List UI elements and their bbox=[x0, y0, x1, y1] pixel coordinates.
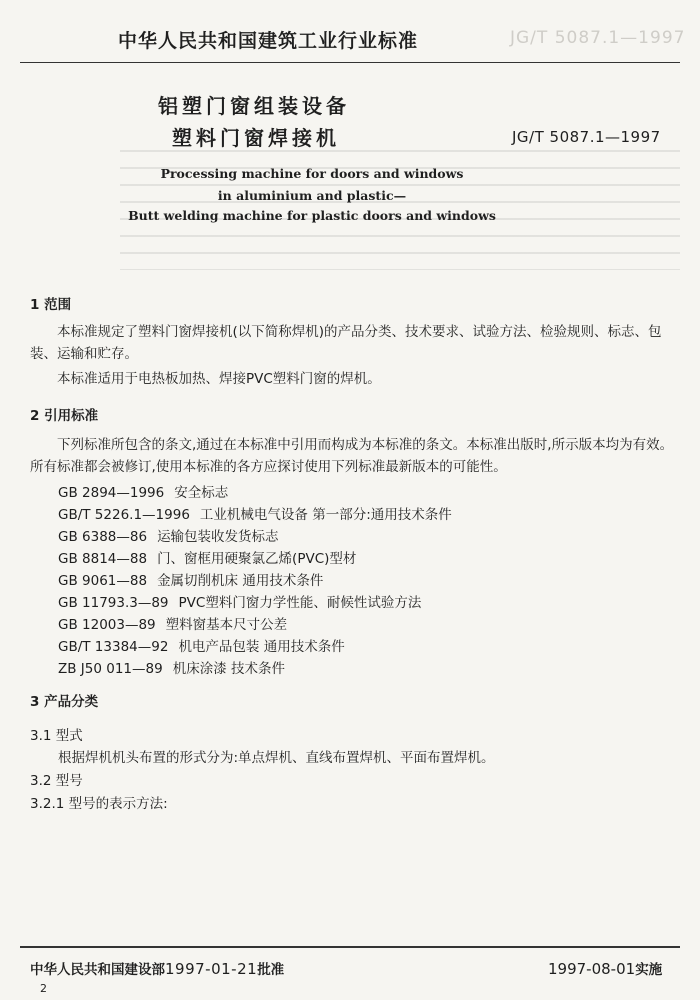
approval-suffix: 批准 bbox=[257, 962, 285, 978]
english-title-line-3: Butt welding machine for plastic doors and windows bbox=[128, 208, 496, 223]
reference-code: GB 8814—88 bbox=[58, 551, 148, 567]
subsection-3-1-text: 根据焊机机头布置的形式分为:单点焊机、直线布置焊机、平面布置焊机。 bbox=[58, 750, 495, 766]
reference-name: 门、窗框用硬聚氯乙烯(PVC)型材 bbox=[157, 551, 357, 567]
reference-code: GB/T 13384—92 bbox=[58, 639, 169, 655]
reference-name: 工业机械电气设备 第一部分:通用技术条件 bbox=[199, 507, 452, 523]
subsection-3-2-label: 3.2 型号 bbox=[30, 773, 83, 789]
section-1-paragraph-1: 本标准规定了塑料门窗焊接机(以下简称焊机)的产品分类、技术要求、试验方法、检验规则、标志、包装、运输和贮存。 bbox=[30, 324, 662, 362]
section-1-heading: 1 范围 bbox=[30, 297, 72, 313]
section-3-heading: 3 产品分类 bbox=[30, 694, 99, 710]
reference-item bbox=[58, 481, 228, 501]
title-line-2: 塑料门窗焊接机 bbox=[172, 126, 340, 150]
reference-name: PVC塑料门窗力学性能、耐候性试验方法 bbox=[178, 595, 422, 611]
reference-code: GB 2894—1996 bbox=[58, 485, 165, 501]
implementation-line bbox=[548, 958, 662, 978]
issuer-title: 中华人民共和国建筑工业行业标准 bbox=[118, 30, 419, 52]
subsection-3-1-label: 3.1 型式 bbox=[30, 728, 83, 744]
reference-item bbox=[58, 525, 279, 545]
implementation-date: 1997-08-01 bbox=[548, 960, 636, 978]
reference-item bbox=[58, 569, 323, 589]
section-2-heading: 2 引用标准 bbox=[30, 408, 99, 424]
page-number: 2 bbox=[40, 982, 47, 995]
footer-rule bbox=[20, 946, 680, 948]
reference-name: 运输包装收发货标志 bbox=[157, 529, 279, 545]
title-line-1: 铝塑门窗组装设备 bbox=[158, 94, 350, 118]
reference-code: ZB J50 011—89 bbox=[58, 661, 163, 677]
approval-date: 1997-01-21 bbox=[165, 960, 258, 978]
reference-code: GB/T 5226.1—1996 bbox=[58, 507, 190, 523]
reference-name: 金属切削机床 通用技术条件 bbox=[157, 573, 324, 589]
reference-item bbox=[58, 547, 356, 567]
subsection-3-2-1-label: 3.2.1 型号的表示方法: bbox=[30, 796, 168, 812]
reference-code: GB 6388—86 bbox=[58, 529, 148, 545]
implementation-suffix: 实施 bbox=[635, 962, 663, 978]
english-title-line-2: in aluminium and plastic— bbox=[217, 188, 407, 203]
standard-number: JG/T 5087.1—1997 bbox=[512, 128, 661, 146]
reference-name: 机床涂漆 技术条件 bbox=[172, 661, 285, 677]
section-1-paragraph-2: 本标准适用于电热板加热、焊接PVC塑料门窗的焊机。 bbox=[57, 371, 381, 387]
reference-code: GB 9061—88 bbox=[58, 573, 148, 589]
reference-item bbox=[58, 503, 452, 523]
approval-line bbox=[30, 958, 284, 978]
reference-item bbox=[58, 635, 345, 655]
reference-item bbox=[58, 591, 421, 611]
reference-code: GB 11793.3—89 bbox=[58, 595, 169, 611]
header-rule bbox=[20, 62, 680, 63]
approval-org: 中华人民共和国建设部 bbox=[30, 962, 165, 978]
section-2-intro: 下列标准所包含的条文,通过在本标准中引用而构成为本标准的条文。本标准出版时,所示版本均为有效。所有标准都会被修订,使用本标准的各方应探讨使用下列标准最新版本的可能性。 bbox=[30, 437, 674, 475]
reference-item bbox=[58, 613, 287, 633]
reference-code: GB 12003—89 bbox=[58, 617, 156, 633]
bleed-through-text: JG/T 5087.1—1997 bbox=[510, 28, 686, 48]
reference-name: 机电产品包装 通用技术条件 bbox=[178, 639, 345, 655]
english-title-line-1: Processing machine for doors and windows bbox=[160, 166, 464, 181]
reference-item bbox=[58, 657, 285, 677]
reference-name: 塑料窗基本尺寸公差 bbox=[165, 617, 288, 633]
reference-name: 安全标志 bbox=[174, 485, 229, 501]
